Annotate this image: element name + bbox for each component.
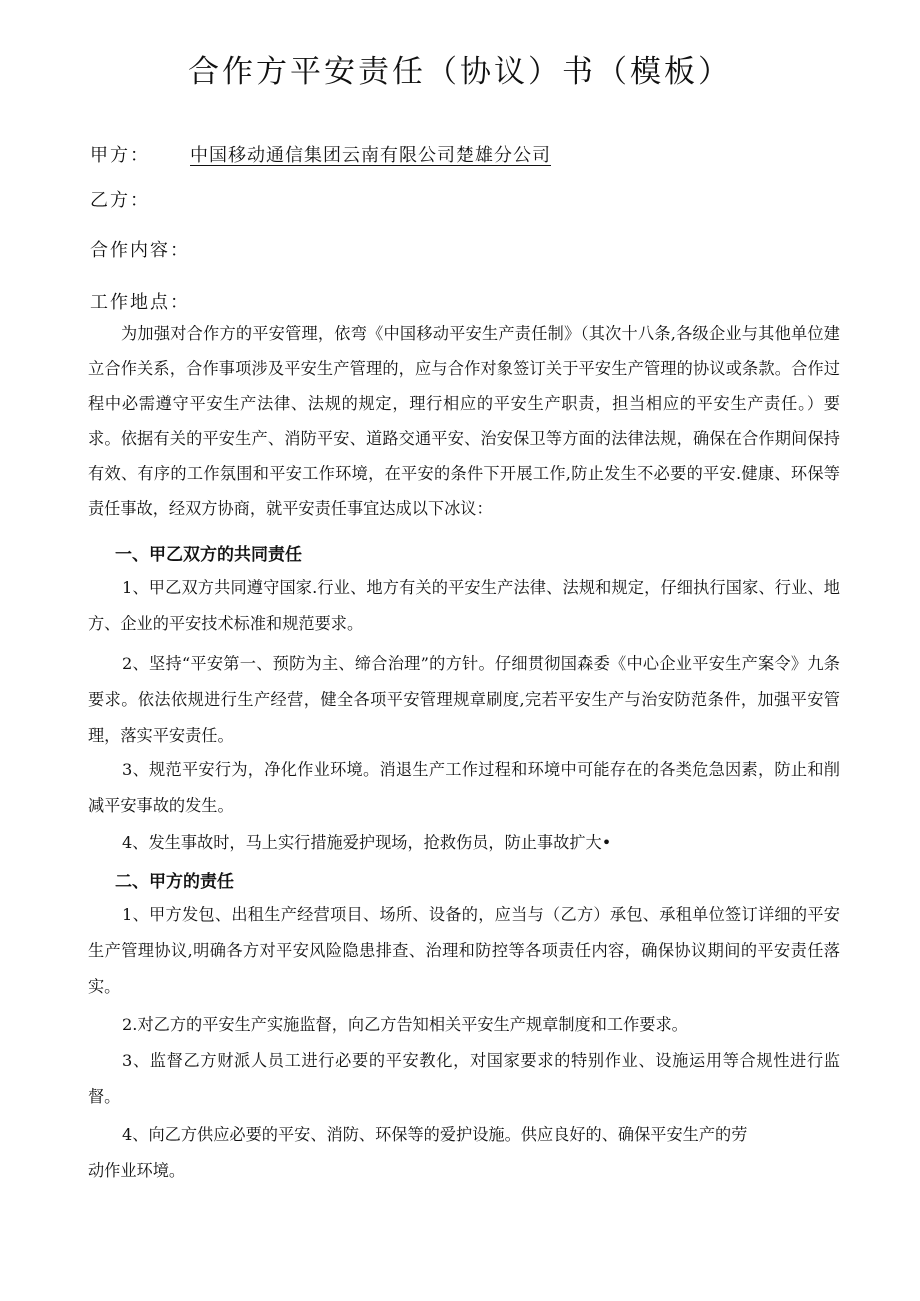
intro-paragraph: 为加强对合作方的平安管理，依弯《中国移动平安生产责任制》（其次十八条,各级企业与其他单位建立合作关系，合作事项涉及平安生产管理的，应与合作对象签订关于平安生产管理的协议或条款。合作过程中必需遵守平安生产法律、法规的规定，理行相应的平安生产职责，担当相应的平安生产责任。）要求。依据有关的平安生产、消防平安、道路交通平安、治安保卫等方面的法律法规，确保在合作期间保持有效、有序的工作氛围和平安工作环境，在平安的条件下开展工作,防止发生不必要的平安.健康、环保等责任事故，经双方协商，就平安责任事宜达成以下冰议： <box>88 324 840 518</box>
section2-item-4-continuation: 动作业环境。 <box>88 1161 186 1180</box>
content-label: 合作内容： <box>90 240 190 261</box>
section1-item-1: 1、甲乙双方共同遵守国家.行业、地方有关的平安生产法律、法规和规定，仔细执行国家、行业、地方、企业的平安技术标准和规范要求。 <box>88 578 840 633</box>
section1-item-3: 3、规范平安行为，净化作业环境。消退生产工作过程和环境中可能存在的各类危急因素，防止和削减平安事故的发生。 <box>88 760 840 815</box>
section2-heading: 二、甲方的责任 <box>115 872 234 892</box>
party-a-label: 甲方： <box>90 145 150 166</box>
party-a-value: 中国移动通信集团云南有限公司楚雄分公司 <box>190 145 551 166</box>
section1-item-4: 4、发生事故时，马上实行措施爱护现场，抢救伤员，防止事故扩大• <box>122 833 612 852</box>
party-a-field <box>90 141 551 167</box>
location-label: 工作地点： <box>90 292 190 313</box>
section2-item-3: 3、监督乙方财派人员工进行必要的平安教化，对国家要求的特别作业、设施运用等合规性进行监督。 <box>88 1051 840 1106</box>
party-b-label: 乙方： <box>90 190 150 211</box>
section2-item-1: 1、甲方发包、出租生产经营项目、场所、设备的，应当与（乙方）承包、承租单位签订详细的平安生产管理协议,明确各方对平安风险隐患排查、治理和防控等各项责任内容，确保协议期间的平安责任落实。 <box>88 905 840 996</box>
location-field <box>90 288 190 314</box>
section2-item-4: 4、向乙方供应必要的平安、消防、环保等的爱护设施。供应良好的、确保平安生产的劳 <box>122 1125 748 1144</box>
section1-item-2: 2、坚持“平安第一、预防为主、缔合治理”的方针。仔细贯彻国森委《中心企业平安生产案令》九条要求。依法依规进行生产经营，健全各项平安管理规章刷度,完若平安生产与治安防范条件，加强平安管理，落实平安责任。 <box>88 654 840 745</box>
content-field <box>90 236 190 262</box>
section2-item-2: 2.对乙方的平安生产实施监督，向乙方告知相关平安生产规章制度和工作要求。 <box>122 1015 688 1034</box>
section1-heading: 一、甲乙双方的共同责任 <box>115 545 302 565</box>
document-title: 合作方平安责任（协议）书（模板） <box>188 54 732 90</box>
party-b-field <box>90 186 150 212</box>
